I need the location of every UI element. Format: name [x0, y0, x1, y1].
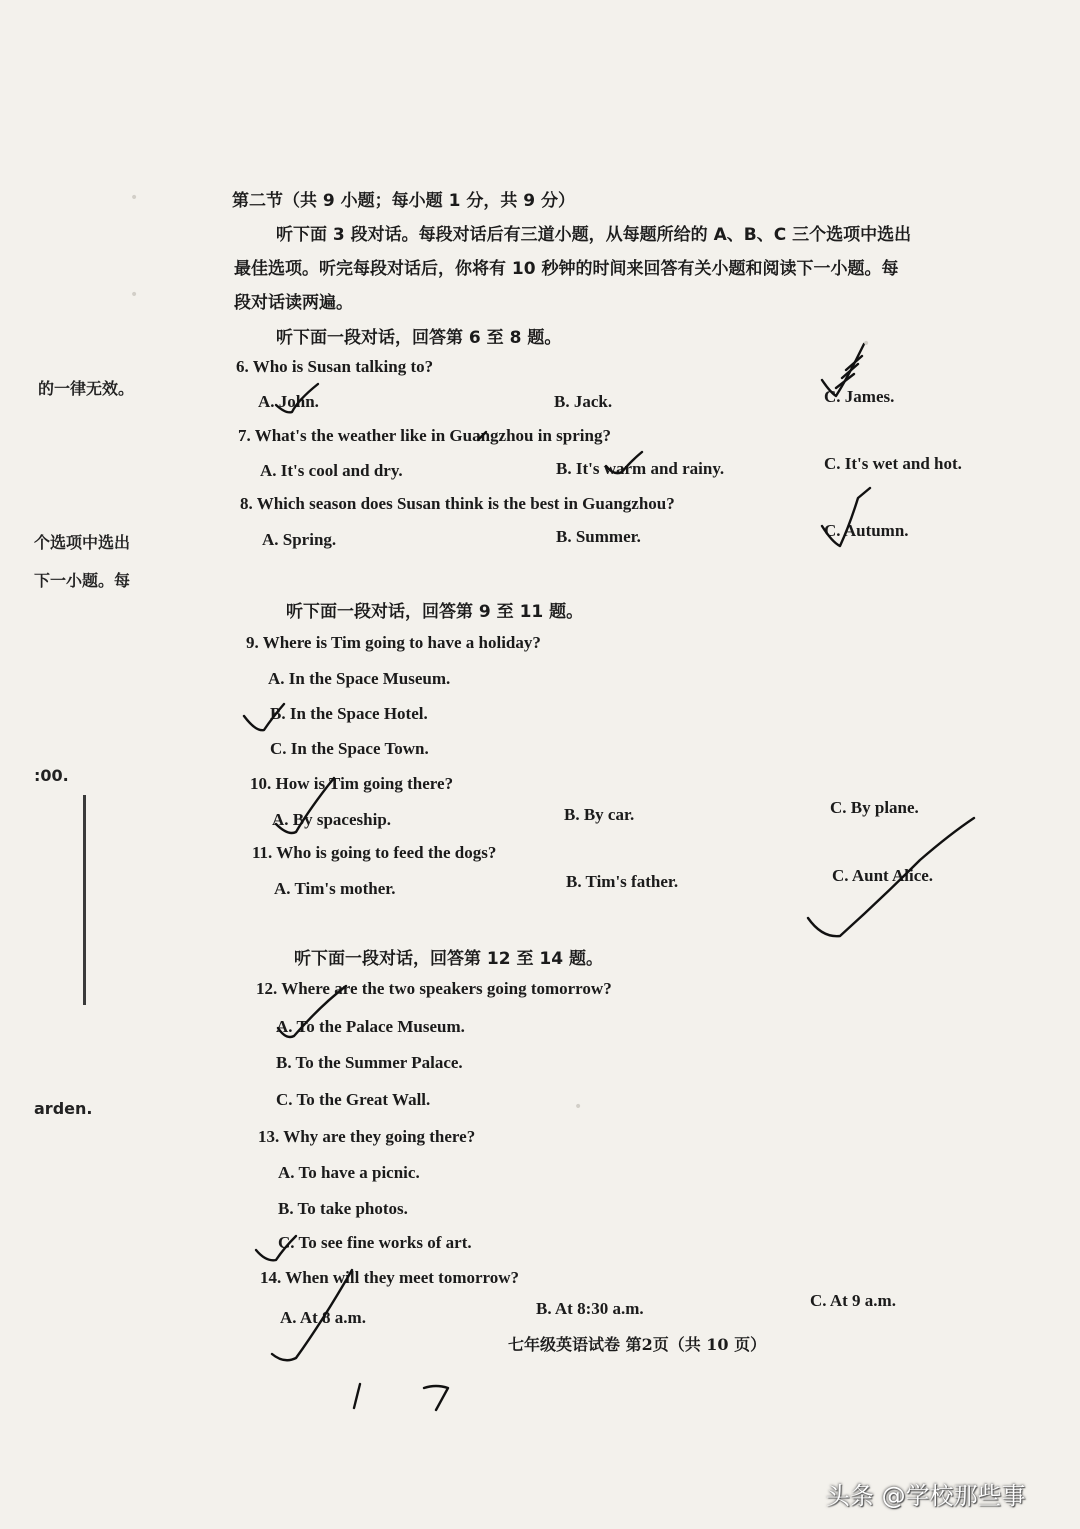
q9-option-b: B. In the Space Hotel. — [270, 704, 428, 723]
q14-option-b: B. At 8:30 a.m. — [536, 1299, 644, 1318]
q7-option-b: B. It's warm and rainy. — [556, 459, 725, 478]
question-14: 14. When will they meet tomorrow? — [260, 1268, 520, 1287]
instruction-line-1: 听下面 3 段对话。每段对话后有三道小题，从每题所给的 A、B、C 三个选项中选出 — [276, 225, 912, 245]
question-9: 9. Where is Tim going to have a holiday? — [246, 633, 541, 652]
q8-option-b: B. Summer. — [556, 527, 641, 546]
question-12: 12. Where are the two speakers going tomorrow? — [256, 979, 612, 998]
q6-option-c: C. James. — [824, 387, 895, 406]
margin-text-3: 下一小题。每 — [34, 571, 131, 590]
q7-option-c: C. It's wet and hot. — [824, 454, 962, 473]
group-3-intro: 听下面一段对话，回答第 12 至 14 题。 — [294, 949, 603, 969]
q7-option-a: A. It's cool and dry. — [260, 461, 403, 480]
q11-option-c: C. Aunt Alice. — [832, 866, 934, 885]
handwritten-score-stroke-2 — [424, 1386, 448, 1410]
instruction-line-3: 段对话读两遍。 — [234, 293, 353, 313]
q13-option-c: C. To see fine works of art. — [278, 1233, 472, 1252]
page-footer: 七年级英语试卷 第2页（共 10 页） — [508, 1335, 767, 1354]
margin-text-5: arden. — [34, 1099, 93, 1118]
group-2-intro: 听下面一段对话，回答第 9 至 11 题。 — [286, 602, 584, 622]
q10-option-b: B. By car. — [564, 805, 635, 824]
faint-dot-2: • — [130, 287, 139, 303]
q6-scribble-hatch — [836, 356, 862, 388]
margin-binding-line — [83, 795, 86, 1005]
faint-dot-3: • — [862, 336, 871, 352]
instruction-line-2: 最佳选项。听完每段对话后，你将有 10 秒钟的时间来回答有关小题和阅读下一小题。每 — [234, 259, 899, 279]
q12-option-b: B. To the Summer Palace. — [276, 1053, 463, 1072]
q9-option-a: A. In the Space Museum. — [268, 669, 451, 688]
margin-text-2: 个选项中选出 — [34, 533, 131, 552]
q6-option-b: B. Jack. — [554, 392, 613, 411]
q8-option-c: C. Autumn. — [824, 521, 909, 540]
q10-option-a: A. By spaceship. — [272, 810, 392, 829]
question-7: 7. What's the weather like in Guangzhou in spring? — [238, 426, 611, 445]
q11-option-b: B. Tim's father. — [566, 872, 679, 891]
question-10: 10. How is Tim going there? — [250, 774, 454, 793]
q14-option-a: A. At 8 a.m. — [280, 1308, 366, 1327]
q6-option-a: A. John. — [258, 392, 319, 411]
group-1-intro: 听下面一段对话，回答第 6 至 8 题。 — [276, 328, 562, 348]
handwritten-score-stroke-1 — [354, 1384, 360, 1408]
question-6: 6. Who is Susan talking to? — [236, 357, 434, 376]
q11-option-a: A. Tim's mother. — [274, 879, 396, 898]
q12-option-a: A. To the Palace Museum. — [276, 1017, 465, 1036]
question-11: 11. Who is going to feed the dogs? — [252, 843, 497, 862]
margin-text-1: 的一律无效。 — [38, 379, 135, 398]
q13-option-b: B. To take photos. — [278, 1199, 408, 1218]
section-heading: 第二节（共 9 小题；每小题 1 分，共 9 分） — [232, 191, 575, 211]
question-8: 8. Which season does Susan think is the best in Guangzhou? — [240, 494, 675, 513]
q12-option-c: C. To the Great Wall. — [276, 1090, 431, 1109]
question-13: 13. Why are they going there? — [258, 1127, 476, 1146]
q10-option-c: C. By plane. — [830, 798, 919, 817]
q9-option-c: C. In the Space Town. — [270, 739, 429, 758]
watermark: 头条 @学校那些事 — [826, 1482, 1026, 1510]
margin-text-4: :00. — [34, 766, 69, 785]
q8-option-a: A. Spring. — [262, 530, 337, 549]
q14-option-c: C. At 9 a.m. — [810, 1291, 896, 1310]
faint-dot-4: • — [574, 1099, 583, 1115]
faint-dot-1: • — [130, 190, 139, 206]
q13-option-a: A. To have a picnic. — [278, 1163, 420, 1182]
